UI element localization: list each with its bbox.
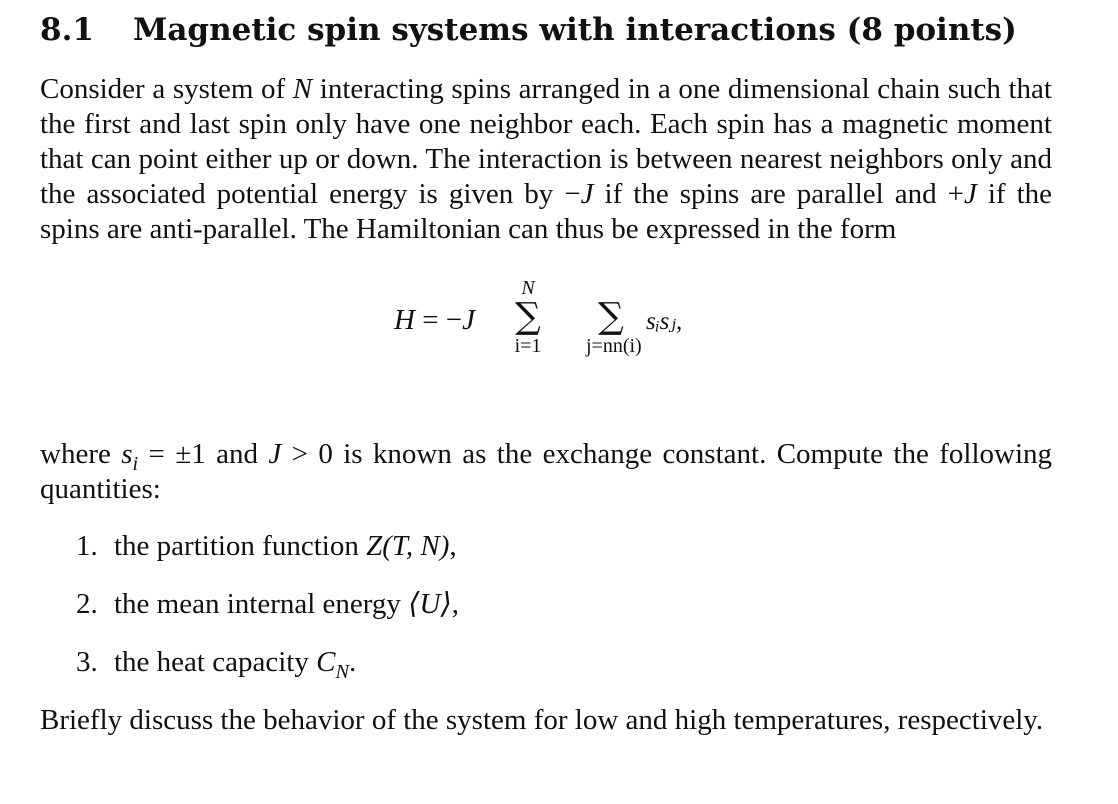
list-number: 2. [76, 588, 98, 620]
summation-symbol: ∑ [598, 296, 624, 337]
intro-text-4: if the spins are anti-parallel. The Hamiltonian can thus be expressed in the form [40, 178, 1052, 245]
intro-text-1: Consider a system of [40, 73, 293, 105]
equals-minus: = − [414, 304, 463, 336]
where-text-2: = ±1 and [138, 438, 269, 470]
where-text-1: where [40, 438, 122, 470]
question-list [40, 529, 1052, 683]
math-J: J [963, 178, 977, 210]
sum-lower-limit: j=nn(i) [586, 335, 642, 357]
math-N: N [292, 73, 313, 105]
math-mean-energy: ⟨U⟩ [408, 588, 452, 620]
where-paragraph [40, 437, 1052, 507]
section-number: 8.1 [40, 12, 94, 48]
problem-page [40, 10, 1052, 738]
intro-paragraph [40, 72, 1052, 247]
section-heading [40, 10, 1052, 50]
intro-text-3: if the spins are parallel and + [593, 178, 964, 210]
list-item [76, 587, 1052, 622]
closing-paragraph: Briefly discuss the behavior of the system for low and high temperatures, respectively. [40, 704, 1044, 736]
sum-upper-limit: N [521, 277, 535, 299]
math-s: s [121, 438, 133, 470]
list-number: 1. [76, 530, 98, 562]
list-item [76, 529, 1052, 564]
math-subscript-N: N [335, 660, 349, 683]
list-text: the mean internal energy [114, 588, 409, 620]
list-punctuation: , [451, 588, 460, 620]
list-item [76, 645, 1052, 683]
sum-over-i [506, 277, 550, 357]
list-text: the heat capacity [114, 646, 317, 678]
list-punctuation: . [348, 646, 357, 678]
math-J: J [462, 304, 476, 336]
sum-lower-limit: i=1 [514, 335, 542, 357]
summation-symbol: ∑ [515, 296, 541, 337]
sum-over-j [586, 277, 642, 357]
section-title: Magnetic spin systems with interactions (8 points) [133, 12, 1017, 48]
math-partition-function: Z(T, N) [366, 530, 450, 562]
math-H: H [394, 304, 415, 336]
hamiltonian-equation [40, 277, 1052, 401]
math-subscript-i: i [132, 452, 139, 475]
list-number: 3. [76, 646, 98, 678]
list-punctuation: , [449, 530, 457, 562]
list-text: the partition function [114, 530, 367, 562]
equation-lhs [394, 303, 475, 338]
where-text-3: > 0 is known as the exchange constant. Compute the following quantities: [40, 438, 1052, 505]
math-J: J [268, 438, 282, 470]
intro-text-2: interacting spins arranged in a one dimensional chain such that the first and last spin only have one neighbor each. Each spin has a magnetic moment that can point either up or down. The interaction is between nearest neighbors only and the associated potential energy is given by − [40, 73, 1052, 210]
math-J: J [580, 178, 594, 210]
summand: sᵢsⱼ, [646, 308, 683, 335]
math-heat-capacity: C [316, 646, 336, 678]
